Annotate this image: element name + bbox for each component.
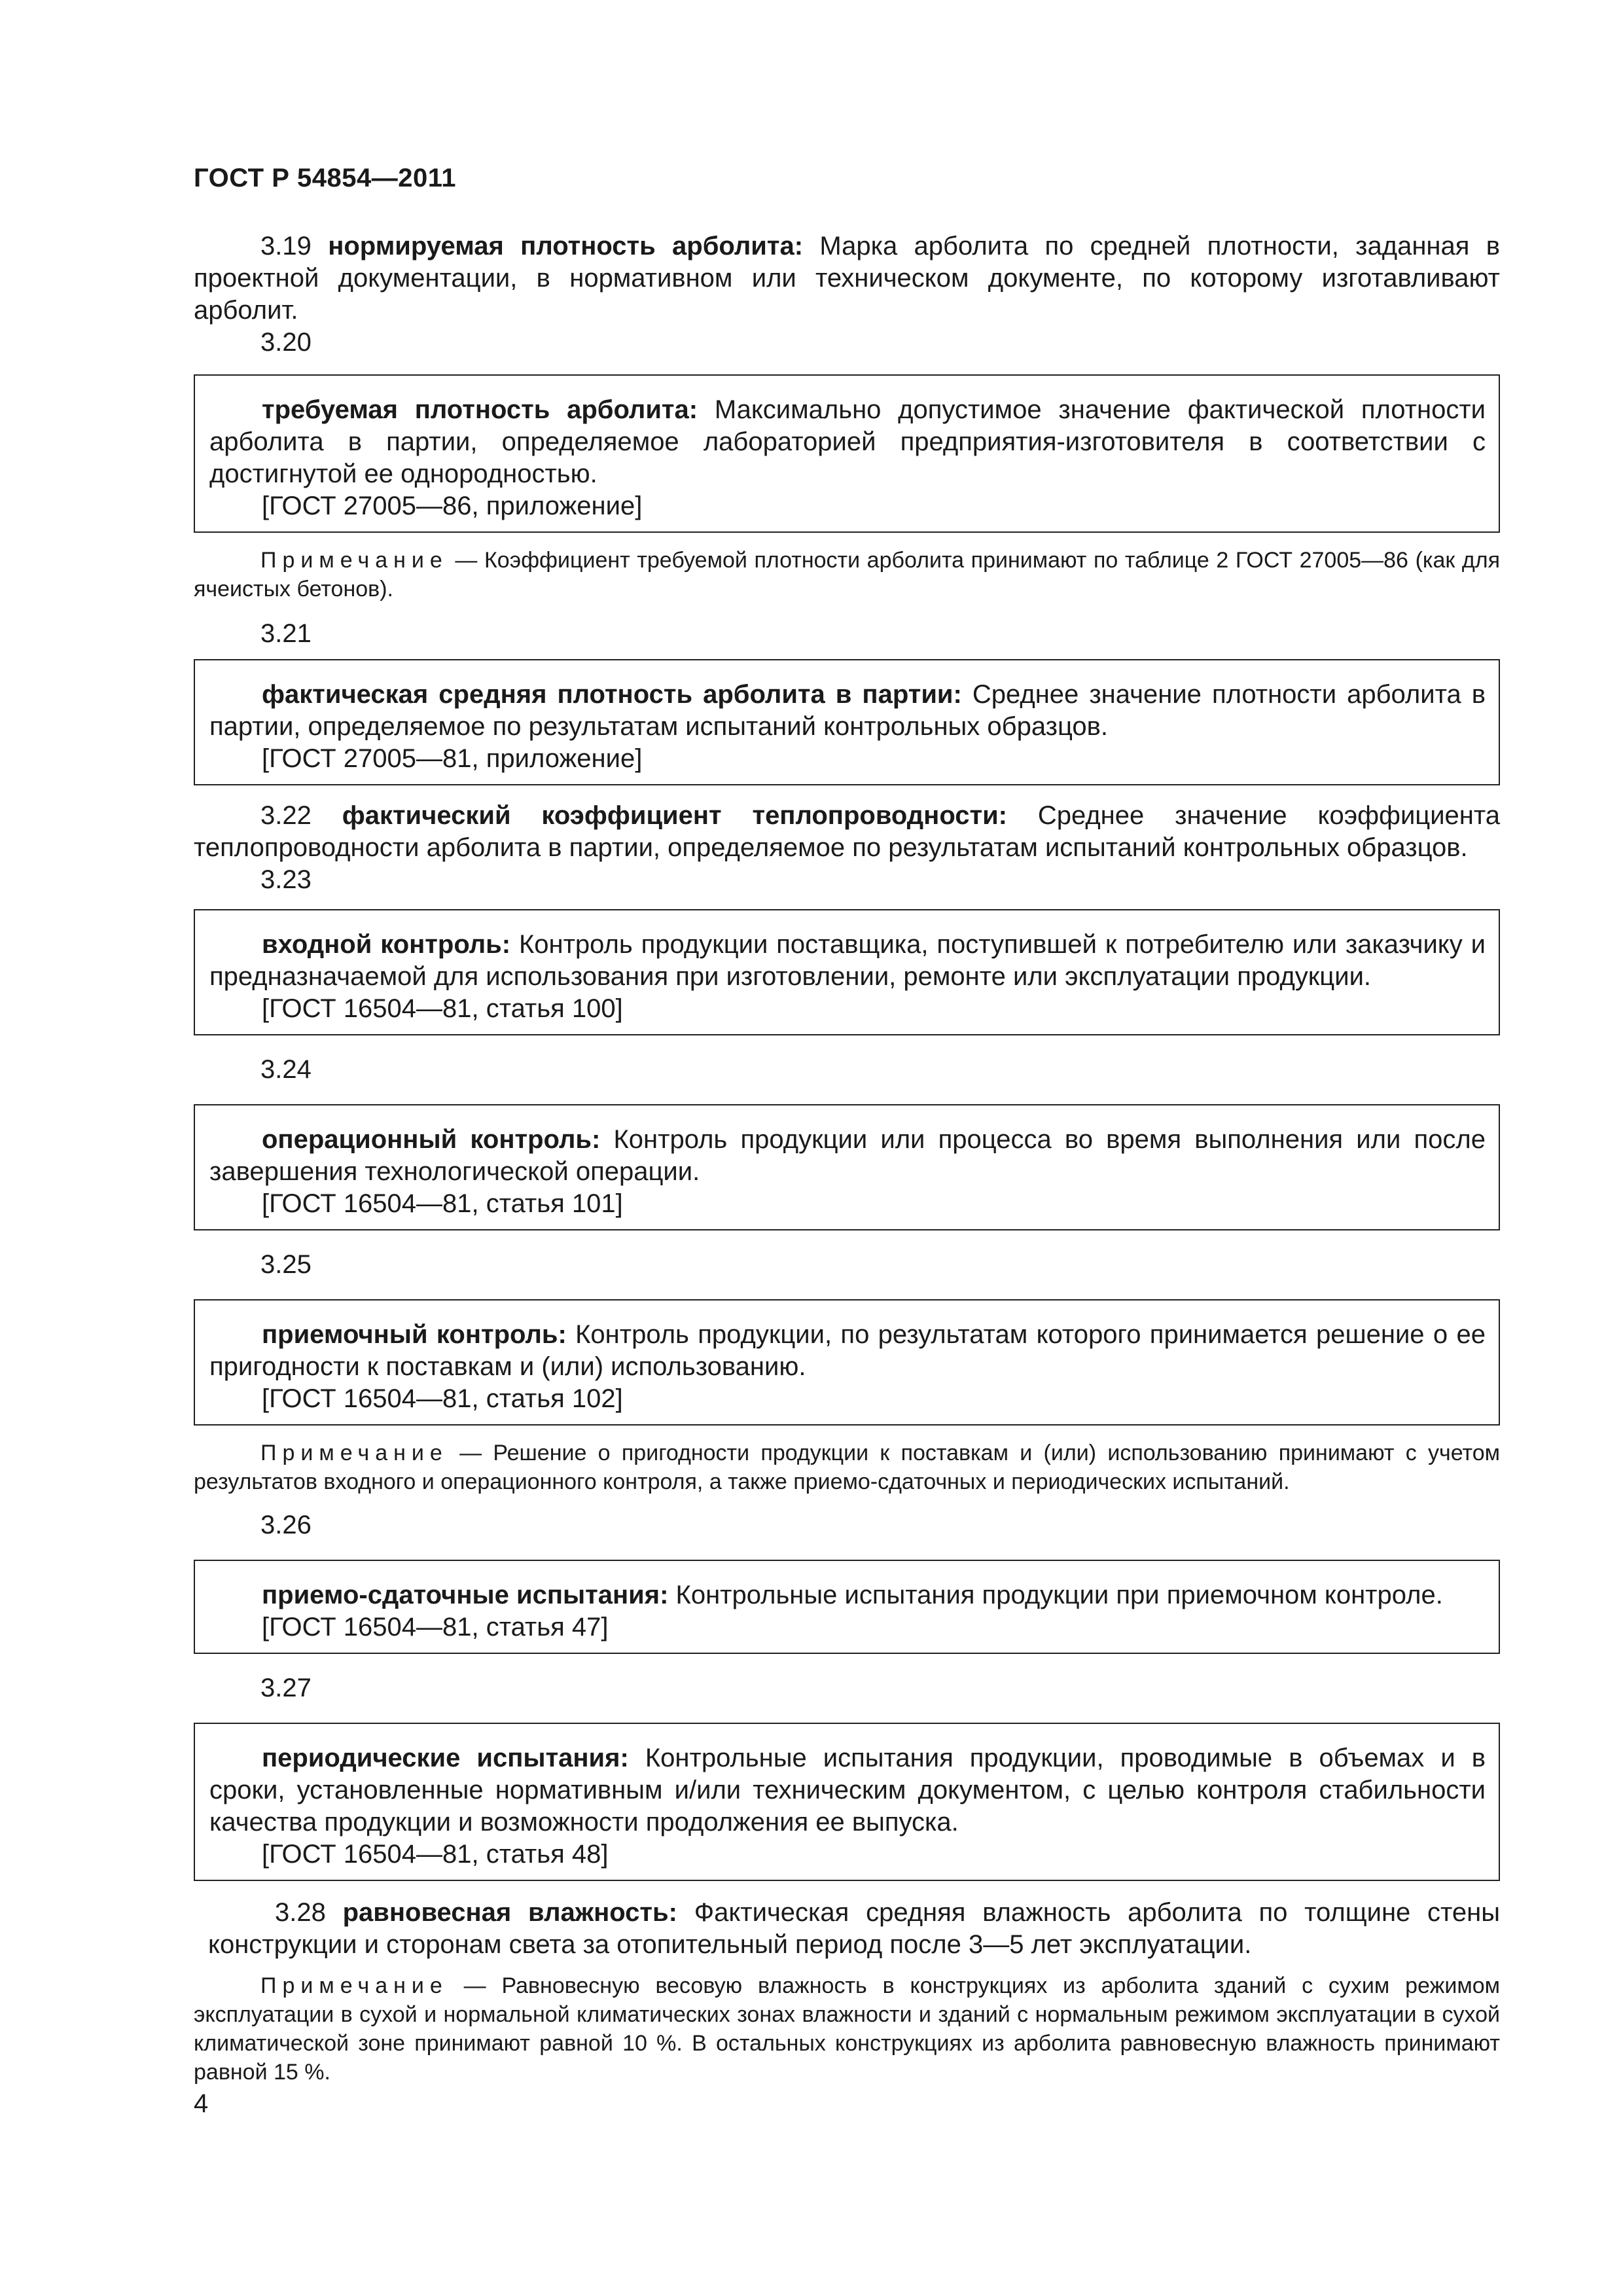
definition-text: Контроль продукции или процесса во время выполнения или после завершения технологической операции. [209,1125,1486,1186]
document-body [194,230,1500,2087]
definition-frame-3-20 [194,374,1500,533]
definition-text: Контроль продукции поставщика, поступившей к потребителю или заказчику и предназначаемой для использования при изготовлении, ремонте или эксплуатации продукции. [209,930,1486,991]
source-reference: [ГОСТ 16504—81, статья 100] [262,994,623,1023]
definition-3-23 [209,929,1486,993]
clause-number-3-23: 3.23 [260,865,312,894]
note-text: Решение о пригодности продукции к поставкам и (или) использованию принимают с учетом результатов входного и операционного контроля, а также приемо-сдаточных и периодических испытаний. [194,1441,1500,1494]
term: нормируемая плотность арболита: [328,232,804,260]
definition-frame-3-26 [194,1560,1500,1654]
definition-3-28 [194,1897,1500,1961]
definition-3-20 [209,394,1486,490]
definition-text: Контрольные испытания продукции, проводимые в объемах и в сроки, установленные нормативным и/или техническим документом, с целью контроля стабильности качества продукции и возможности продолжения ее выпуска. [209,1744,1486,1837]
term: приемо-сдаточные испытания: [262,1581,669,1609]
definition-3-19 [194,230,1500,327]
definition-3-26 [209,1579,1486,1611]
definition-3-24 [209,1124,1486,1188]
definition-text: Контроль продукции, по результатам которого принимается решение о ее пригодности к поставкам и (или) использованию. [209,1320,1486,1381]
source-reference: [ГОСТ 16504—81, статья 101] [262,1189,623,1218]
note-label: Примечание [260,1973,448,1998]
definition-frame-3-27 [194,1723,1500,1881]
definition-text: Максимально допустимое значение фактической плотности арболита в партии, определяемое лабораторией предприятия-изготовителя в соответствии с достигнутой ее однородностью. [209,395,1486,488]
term: операционный контроль: [262,1125,601,1154]
definition-text: Марка арболита по средней плотности, заданная в проектной документации, в нормативном или техническом документе, по которому изготавливают арболит. [194,232,1500,325]
clause-number-3-26: 3.26 [260,1511,312,1539]
term: фактическая средняя плотность арболита в партии: [262,680,962,709]
clause-number: 3.22 [260,801,312,830]
note-3-28: Примечание — Равновесную весовую влажность в конструкциях из арболита зданий с сухим режимом эксплуатации в сухой и нормальной климатических зонах влажности и зданий с нормальным режимом эксплуатации в сухой климатической зоне принимают равной 10 %. В остальных конструкциях из арболита равновесную влажность принимают равной 15 %. [194,1973,1500,2085]
definition-text: Среднее значение коэффициента теплопроводности арболита в партии, определяемое по результатам испытаний контрольных образцов. [194,801,1500,862]
note-text: Равновесную весовую влажность в конструкциях из арболита зданий с сухим режимом эксплуатации в сухой и нормальной климатических зонах влажности и зданий с нормальным режимом эксплуатации в сухой климатической зоне принимают равной 10 %. В остальных конструкциях из арболита равновесную влажность принимают равной 15 %. [194,1973,1500,2085]
definition-3-27 [209,1742,1486,1839]
source-reference: [ГОСТ 16504—81, статья 47] [262,1613,609,1641]
term: фактический коэффициент теплопроводности: [342,801,1007,830]
clause-number-3-25: 3.25 [260,1250,312,1279]
note-3-25: Примечание — Решение о пригодности продукции к поставкам и (или) использованию принимают с учетом результатов входного и операционного контроля, а также приемо-сдаточных и периодических испытаний. [194,1441,1500,1494]
term: равновесная влажность: [342,1898,677,1927]
clause-number-3-27: 3.27 [260,1674,312,1702]
clause-number-3-24: 3.24 [260,1055,312,1084]
definition-frame-3-23 [194,909,1500,1035]
clause-number-3-21: 3.21 [260,619,312,648]
note-text: Коэффициент требуемой плотности арболита принимают по таблице 2 ГОСТ 27005—86 (как для ячеистых бетонов). [194,548,1500,601]
definition-frame-3-21 [194,659,1500,785]
definition-3-22 [194,800,1500,864]
definition-frame-3-25 [194,1299,1500,1426]
definition-text: Контрольные испытания продукции при приемочном контроле. [675,1581,1443,1609]
clause-number-3-20: 3.20 [260,328,312,357]
term: входной контроль: [262,930,511,959]
term: приемочный контроль: [262,1320,567,1349]
note-label: Примечание [260,548,448,573]
note-3-20: Примечание — Коэффициент требуемой плотности арболита принимают по таблице 2 ГОСТ 27005—86 (как для ячеистых бетонов). [194,548,1500,601]
source-reference: [ГОСТ 27005—81, приложение] [262,744,643,773]
source-reference: [ГОСТ 16504—81, статья 102] [262,1384,623,1413]
definition-text: Фактическая средняя влажность арболита по толщине стены конструкции и сторонам света за отопительный период после 3—5 лет эксплуатации. [208,1898,1500,1959]
term: периодические испытания: [262,1744,629,1772]
source-reference: [ГОСТ 27005—86, приложение] [262,492,643,520]
definition-3-21 [209,679,1486,743]
document-header: ГОСТ Р 54854—2011 [194,164,456,192]
definition-frame-3-24 [194,1104,1500,1230]
note-label: Примечание [260,1441,448,1465]
page-number: 4 [194,2089,209,2118]
definition-text: Среднее значение плотности арболита в партии, определяемое по результатам испытаний контрольных образцов. [209,680,1486,741]
clause-number: 3.28 [275,1898,326,1927]
definition-3-25 [209,1319,1486,1383]
source-reference: [ГОСТ 16504—81, статья 48] [262,1840,609,1869]
term: требуемая плотность арболита: [262,395,698,424]
clause-number: 3.19 [260,232,312,260]
